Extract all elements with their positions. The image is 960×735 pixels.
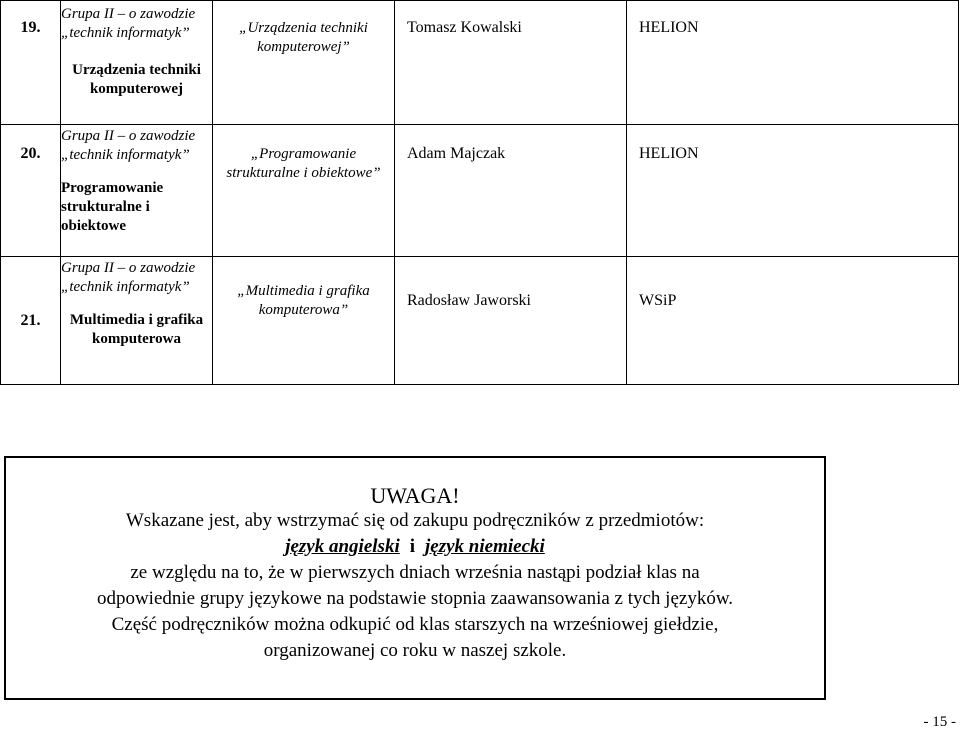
book-author: Radosław Jaworski (395, 257, 627, 385)
notice-line: Część podręczników można odkupić od klas starszych na wrześniowej giełdzie, (111, 614, 719, 635)
page-number: - 15 - (923, 714, 956, 730)
notice-line: Wskazane jest, aby wstrzymać się od zakupu podręczników z przedmiotów: (125, 510, 705, 531)
subject-name: Multimedia i grafika komputerowa (69, 312, 204, 347)
book-title: „Programowanie strukturalne i obiektowe” (213, 125, 395, 257)
book-publisher: HELION (627, 125, 959, 257)
group-label: Grupa II – o zawodzie „technik informatyk” (61, 128, 196, 163)
subject-cell (61, 125, 213, 257)
notice-heading: UWAGA! (370, 483, 460, 508)
notice-line: organizowanej co roku w naszej szkole. (263, 640, 567, 661)
language-english: język angielski (285, 536, 400, 557)
table-row (1, 257, 959, 385)
book-publisher: HELION (627, 1, 959, 125)
subject-name: Urządzenia techniki komputerowej (72, 62, 201, 97)
language-german: język niemiecki (425, 536, 545, 557)
book-publisher: WSiP (627, 257, 959, 385)
subject-name: Programowanie strukturalne i obiektowe (61, 180, 164, 234)
notice-box (4, 456, 826, 700)
table-row (1, 125, 959, 257)
notice-line: odpowiednie grupy językowe na podstawie stopnia zaawansowania z tych języków. (96, 588, 734, 609)
row-number: 21. (1, 257, 61, 385)
group-label: Grupa II – o zawodzie „technik informatyk” (61, 260, 196, 295)
book-author: Adam Majczak (395, 125, 627, 257)
conjunction: i (409, 536, 416, 557)
notice-line: ze względu na to, że w pierwszych dniach września nastąpi podział klas na (130, 562, 700, 583)
book-title: „Multimedia i grafika komputerowa” (213, 257, 395, 385)
group-label: Grupa II – o zawodzie „technik informatyk” (61, 6, 196, 41)
row-number: 20. (1, 125, 61, 257)
row-number: 19. (1, 1, 61, 125)
subject-cell (61, 257, 213, 385)
subject-cell (61, 1, 213, 125)
table-row (1, 1, 959, 125)
notice-languages (6, 534, 824, 560)
book-author: Tomasz Kowalski (395, 1, 627, 125)
book-title: „Urządzenia techniki komputerowej” (213, 1, 395, 125)
